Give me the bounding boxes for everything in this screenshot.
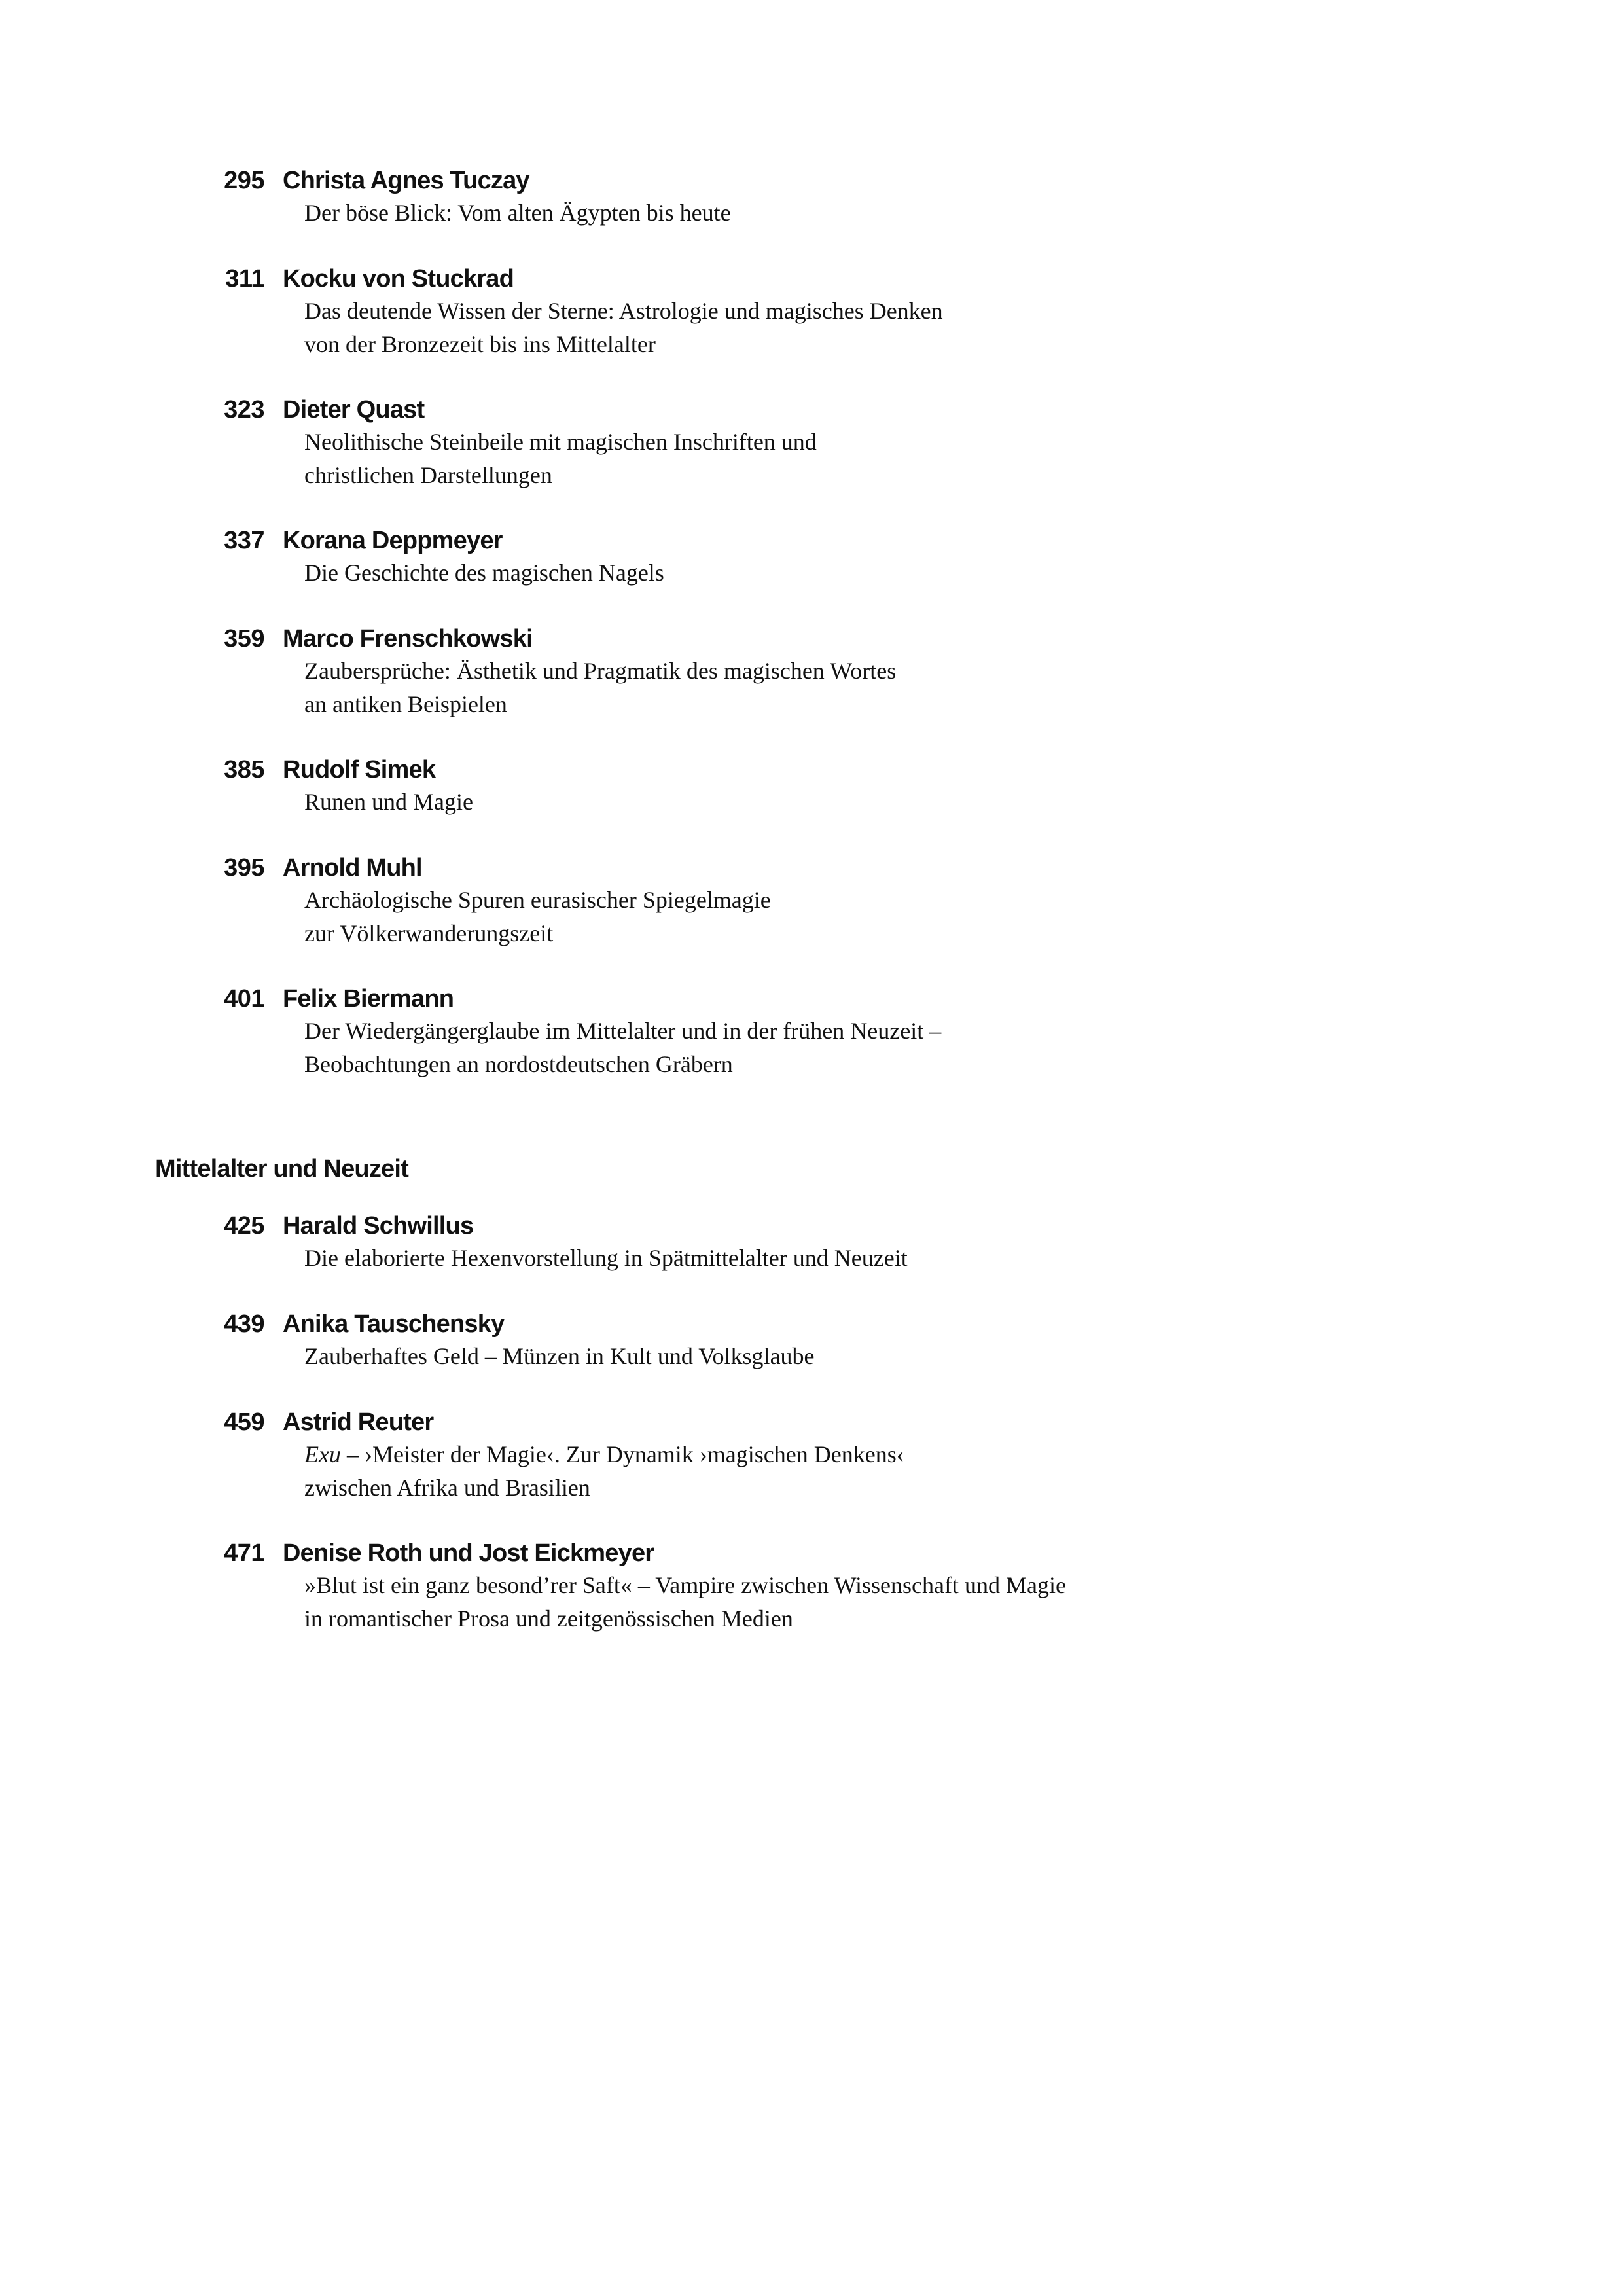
entry-title-line: christlichen Darstellungen [304,462,552,488]
entry-author: Christa Agnes Tuczay [283,167,529,194]
entry-title [304,884,771,950]
entry-author: Korana Deppmeyer [283,527,503,554]
entry-author: Felix Biermann [283,985,454,1013]
entry-title-line: Der böse Blick: Vom alten Ägypten bis heute [304,200,731,226]
entry-author: Denise Roth und Jost Eickmeyer [283,1539,654,1567]
entry-title-line: in romantischer Prosa und zeitgenössischen Medien [304,1605,793,1632]
entry-author: Arnold Muhl [283,854,422,882]
page-number: 385 [224,756,264,783]
entry-title [304,196,731,230]
entry-title-line: zur Völkerwanderungszeit [304,920,554,946]
entry-title-line: von der Bronzezeit bis ins Mittelalter [304,331,656,357]
section-heading: Mittelalter und Neuzeit [155,1155,408,1183]
entry-title-line: Zaubersprüche: Ästhetik und Pragmatik des magischen Wortes [304,658,897,684]
toc-entries-group [0,164,1623,1113]
entry-title-line: Die Geschichte des magischen Nagels [304,560,664,586]
page-number: 395 [224,854,264,882]
page-number: 311 [225,265,264,293]
entry-author: Marco Frenschkowski [283,625,533,653]
toc-entry [0,1209,1623,1307]
entry-title [304,425,817,492]
entry-title [304,295,943,361]
entry-author: Rudolf Simek [283,756,436,783]
toc-entry [0,982,1623,1113]
entry-author: Astrid Reuter [283,1408,434,1436]
page-number: 295 [224,167,264,194]
entry-title-line [304,1438,904,1471]
entry-author: Anika Tauschensky [283,1310,505,1338]
entry-title [304,1569,1066,1636]
toc-entry [0,1405,1623,1536]
entry-title [304,1438,904,1505]
entry-title [304,785,473,819]
entry-author: Dieter Quast [283,396,425,423]
entry-author: Harald Schwillus [283,1212,474,1240]
toc-entry [0,524,1623,622]
toc-entry [0,1536,1623,1667]
toc-entry [0,164,1623,262]
entry-title [304,1340,815,1373]
page-number: 337 [224,527,264,554]
entry-title-line: an antiken Beispielen [304,691,507,717]
page-number: 471 [224,1539,264,1567]
toc-entry [0,1307,1623,1405]
entry-title [304,655,896,721]
entry-title-line: »Blut ist ein ganz besond’rer Saft« – Vampire zwischen Wissenschaft und Magie [304,1572,1066,1598]
page-number: 323 [224,396,264,423]
entry-title [304,1014,941,1081]
toc-entry [0,851,1623,982]
page-number: 401 [224,985,264,1013]
page-number: 425 [224,1212,264,1240]
entry-title-line: Neolithische Steinbeile mit magischen Inschriften und [304,429,817,455]
entry-title-line: Zauberhaftes Geld – Münzen in Kult und Volksglaube [304,1343,815,1369]
entry-title-text: – ›Meister der Magie‹. Zur Dynamik ›magischen Denkens‹ [340,1441,904,1467]
toc-entry [0,622,1623,753]
page-number: 439 [224,1310,264,1338]
entry-title-line: Beobachtungen an nordostdeutschen Gräbern [304,1051,733,1077]
toc-entry [0,262,1623,393]
page-number: 459 [224,1408,264,1436]
toc-entry [0,753,1623,851]
entry-title-line: Archäologische Spuren eurasischer Spiegelmagie [304,887,771,913]
entry-author: Kocku von Stuckrad [283,265,514,293]
entry-title-italic: Exu [304,1441,341,1467]
toc-entries-group [0,1209,1623,1667]
entry-title-line: zwischen Afrika und Brasilien [304,1475,590,1501]
entry-title-line: Die elaborierte Hexenvorstellung in Spätmittelalter und Neuzeit [304,1245,908,1271]
entry-title-line: Der Wiedergängerglaube im Mittelalter und in der frühen Neuzeit – [304,1018,942,1044]
page-number: 359 [224,625,264,653]
entry-title [304,1242,908,1275]
entry-title-line: Runen und Magie [304,789,473,815]
entry-title-line: Das deutende Wissen der Sterne: Astrologie und magisches Denken [304,298,943,324]
toc-entry [0,393,1623,524]
entry-title [304,556,664,590]
